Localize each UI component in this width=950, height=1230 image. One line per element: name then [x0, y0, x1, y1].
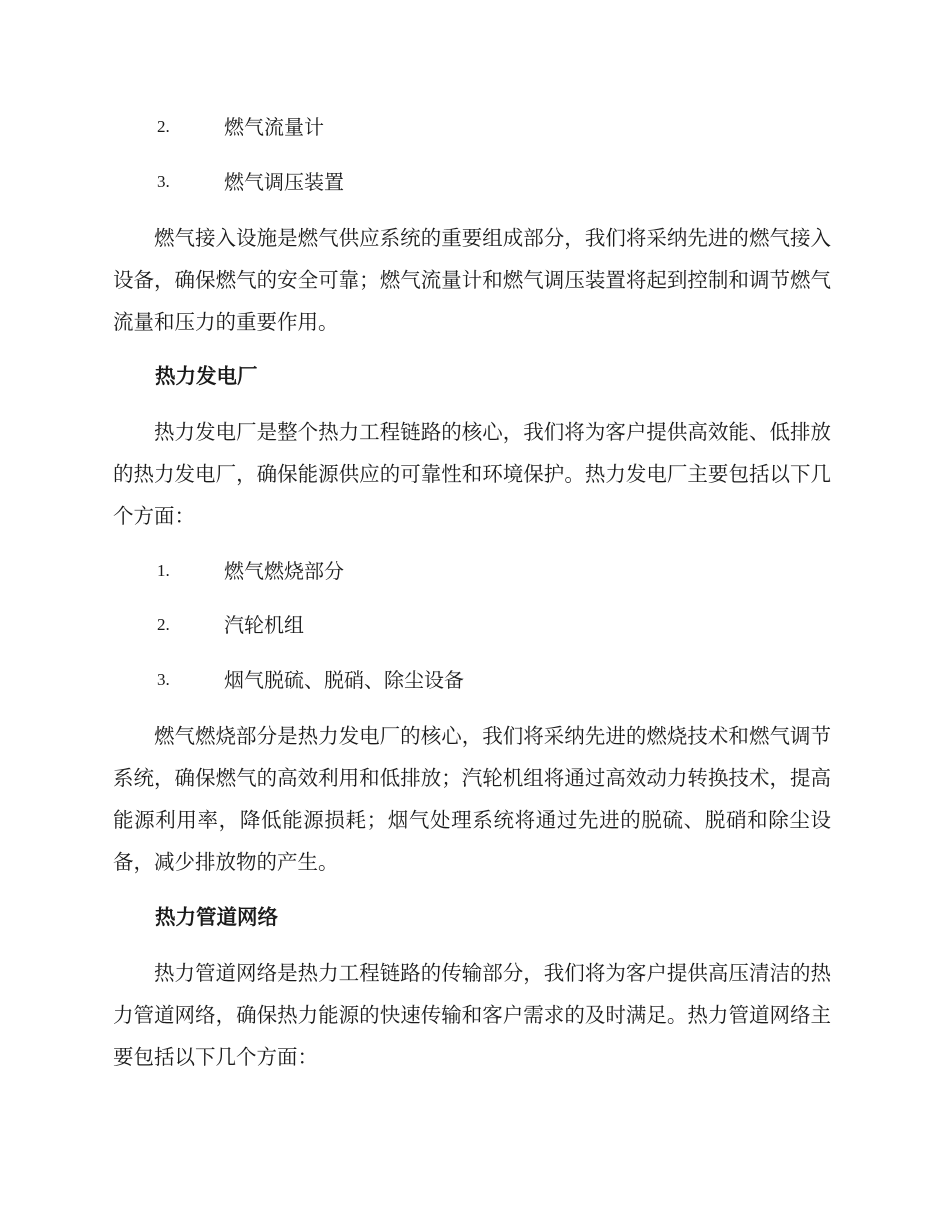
list-text: 燃气调压装置: [224, 170, 344, 194]
paragraph-power-plant-intro: 热力发电厂是整个热力工程链路的核心，我们将为客户提供高效能、低排放的热力发电厂，确保能源供应的可靠性和环境保护。热力发电厂主要包括以下几个方面：: [113, 420, 831, 528]
list-number: 2.: [157, 615, 170, 634]
paragraph-gas-facilities: 燃气接入设施是燃气供应系统的重要组成部分，我们将采纳先进的燃气接入设备，确保燃气的安全可靠；燃气流量计和燃气调压装置将起到控制和调节燃气流量和压力的重要作用。: [113, 226, 831, 334]
list-text: 燃气燃烧部分: [224, 559, 344, 583]
list-number: 3.: [157, 172, 170, 191]
list-text: 燃气流量计: [224, 115, 324, 139]
paragraph-pipe-network-intro: 热力管道网络是热力工程链路的传输部分，我们将为客户提供高压清洁的热力管道网络，确保热力能源的快速传输和客户需求的及时满足。热力管道网络主要包括以下几个方面：: [113, 961, 831, 1069]
paragraph-power-plant-detail: 燃气燃烧部分是热力发电厂的核心，我们将采纳先进的燃烧技术和燃气调节系统，确保燃气的高效利用和低排放；汽轮机组将通过高效动力转换技术，提高能源利用率，降低能源损耗；烟气处理系统将通过先进的脱硫、脱硝和除尘设备，减少排放物的产生。: [113, 724, 831, 874]
section-heading-pipe-network: 热力管道网络: [155, 905, 278, 929]
list-number: 3.: [157, 670, 170, 689]
list-text: 汽轮机组: [224, 613, 304, 637]
list-number: 2.: [157, 117, 170, 136]
section-heading-power-plant: 热力发电厂: [155, 364, 258, 388]
list-number: 1.: [157, 561, 170, 580]
list-text: 烟气脱硫、脱硝、除尘设备: [224, 668, 464, 692]
